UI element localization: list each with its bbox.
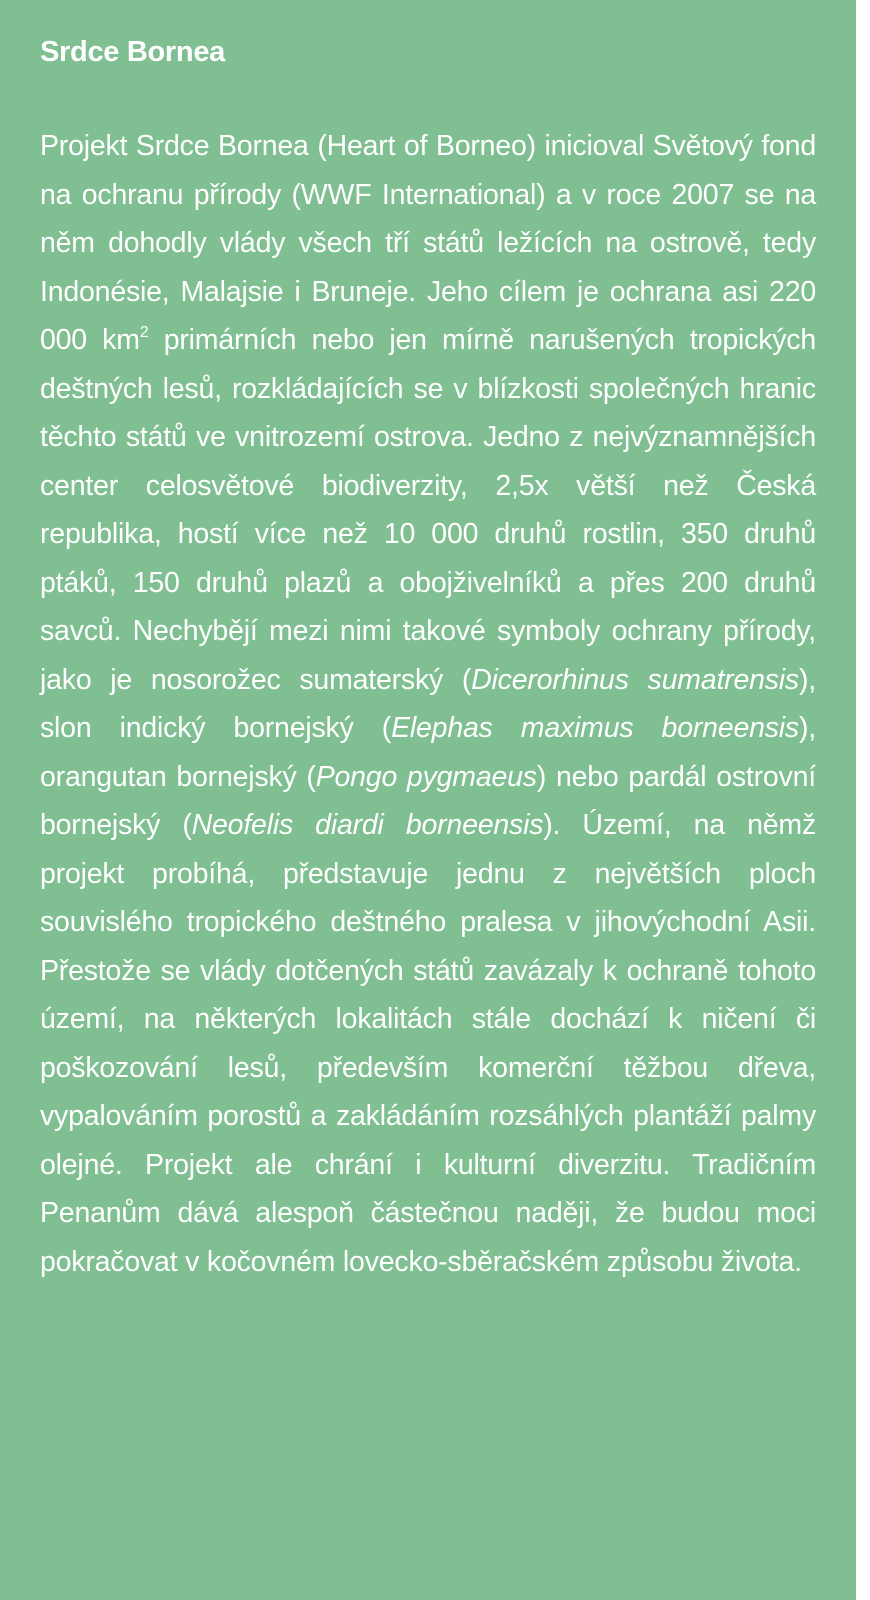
species-dicerorhinus: Dicerorhinus sumatrensis	[471, 663, 799, 696]
text-segment-6: ). Území, na němž projekt probíhá, představuje jednu z největších ploch souvislého tropického deštného pralesa v jihovýchodní Asii. Přestože se vlády dotčených států zavázaly k ochraně tohoto území, na některých lokalitách stále dochází k ničení či poškozování lesů, především komerční těžbou dřeva, vypalováním porostů a zakládáním rozsáhlých plantáží palmy olejné. Projekt ale chrání i kulturní diverzitu. Tradičním Penanům dává alespoň částečnou naději, že budou moci pokračovat v kočovném lovecko-sběračském způsobu života.	[40, 809, 817, 1278]
text-segment-1: Projekt Srdce Bornea (Heart of Borneo) inicioval Světový fond na ochranu přírody (WWF International) a v roce 2007 se na něm dohodly vlády všech tří států ležících na ostrově, tedy Indonésie, Malajsie i Bruneje. Jeho cílem je ochrana asi 220 000 km	[40, 130, 816, 356]
text-segment-3: ), slon indický bornejský (	[40, 663, 817, 744]
text-segment-2: primárních nebo jen mírně narušených tropických deštných lesů, rozkládajících se v blízkosti společných hranic těchto států ve vnitrozemí ostrova. Jedno z nejvýznamnějších center celosvětové biodiverzity, 2,5x větší než Česká republika, hostí více než 10 000 druhů rostlin, 350 druhů ptáků, 150 druhů plazů a obojživelníků a přes 200 druhů savců. Nechybějí mezi nimi takové symboly ochrany přírody, jako je nosorožec sumaterský (	[40, 324, 817, 696]
box-paragraph	[40, 122, 816, 1286]
superscript-2: 2	[139, 323, 149, 341]
species-elephas: Elephas maximus borneensis	[391, 712, 799, 744]
box-title: Srdce Bornea	[40, 36, 225, 68]
species-pongo: Pongo pygmaeus	[315, 760, 537, 793]
species-neofelis: Neofelis diardi borneensis	[191, 809, 544, 841]
page-margin	[856, 0, 870, 1600]
text-segment-5: ) nebo pardál ostrovní bornejský (	[40, 760, 816, 841]
text-segment-4: ), orangutan bornejský (	[40, 712, 816, 793]
